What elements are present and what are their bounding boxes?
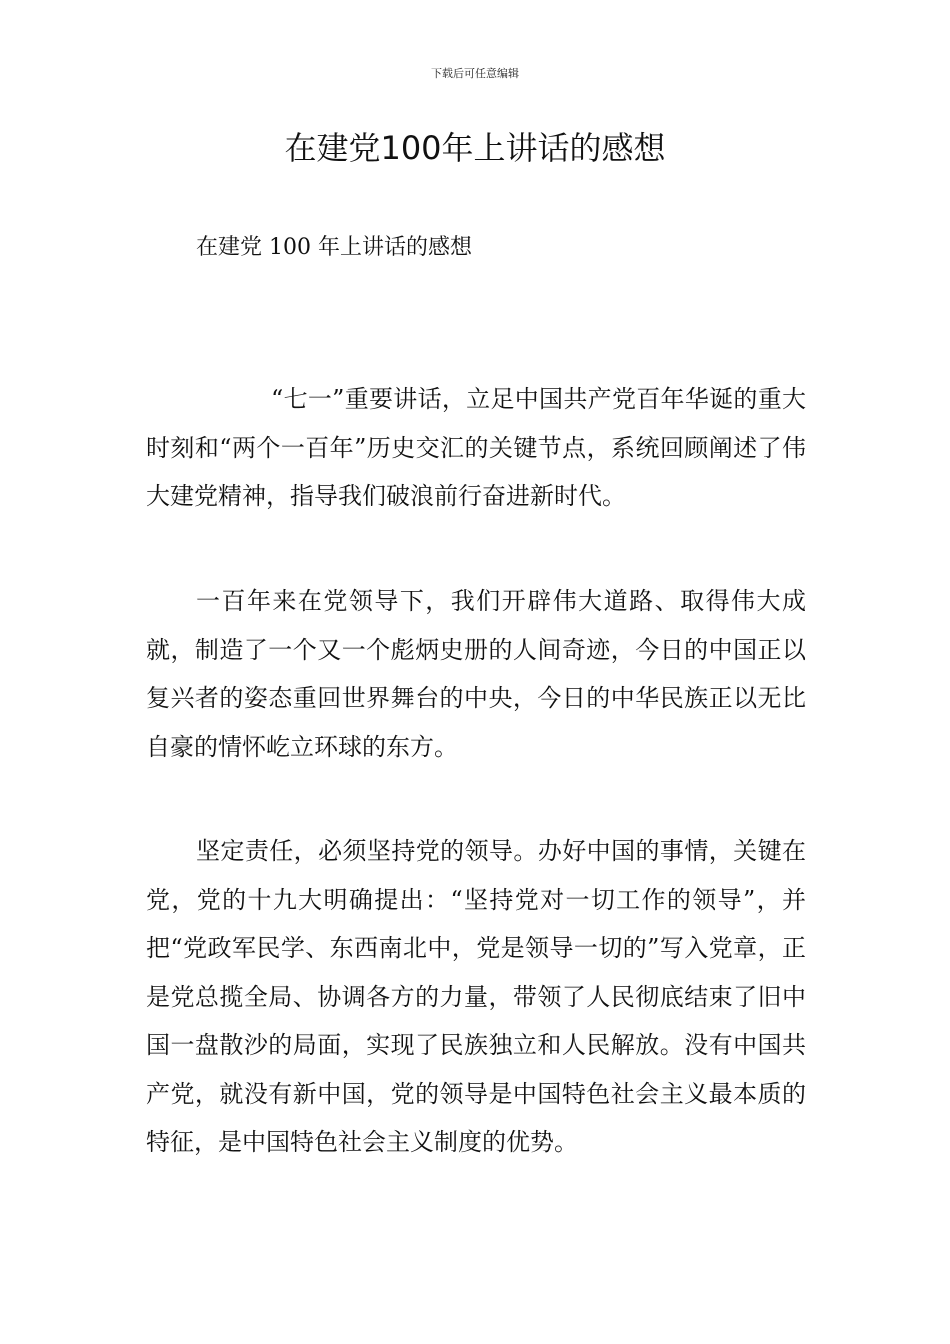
header-note: 下载后可任意编辑	[431, 67, 519, 80]
paragraph-1: “七一”重要讲话，立足中国共产党百年华诞的重大时刻和“两个一百年”历史交汇的关键节点，系统回顾阐述了伟大建党精神，指导我们破浪前行奋进新时代。	[146, 385, 806, 510]
paragraph-3: 坚定责任，必须坚持党的领导。办好中国的事情，关键在党，党的十九大明确提出：“坚持党对一切工作的领导”，并把“党政军民学、东西南北中，党是领导一切的”写入党章，正是党总揽全局、协调各方的力量，带领了人民彻底结束了旧中国一盘散沙的局面，实现了民族独立和人民解放。没有中国共产党，就没有新中国，党的领导是中国特色社会主义最本质的特征，是中国特色社会主义制度的优势。	[146, 837, 806, 1156]
document-title: 在建党100年上讲话的感想	[284, 129, 666, 167]
document-subtitle: 在建党 100 年上讲话的感想	[196, 235, 472, 260]
paragraph-2: 一百年来在党领导下，我们开辟伟大道路、取得伟大成就，制造了一个又一个彪炳史册的人间奇迹，今日的中国正以复兴者的姿态重回世界舞台的中央，今日的中华民族正以无比自豪的情怀屹立环球的东方。	[146, 587, 806, 761]
